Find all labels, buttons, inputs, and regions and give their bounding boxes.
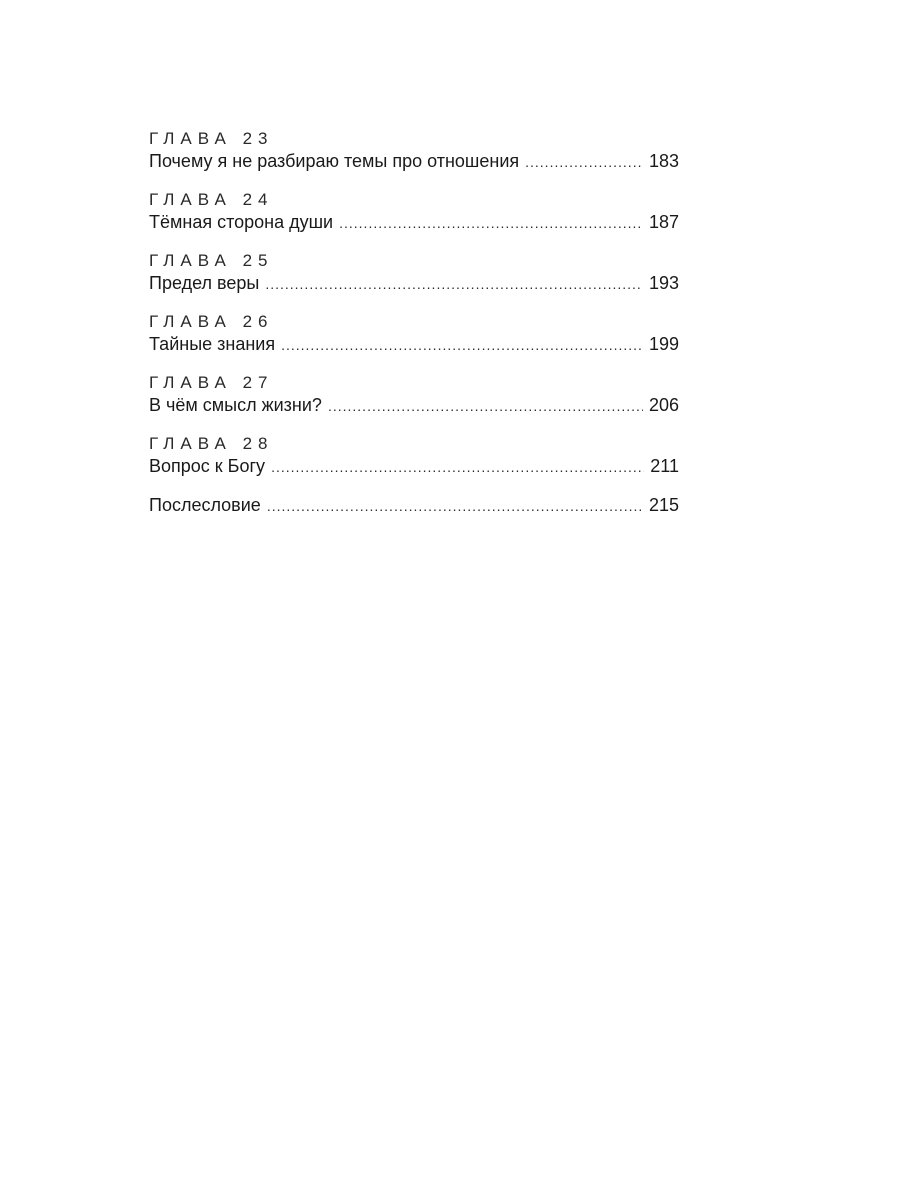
dot-leader — [281, 334, 643, 356]
toc-row — [149, 455, 679, 477]
dot-leader — [271, 456, 644, 478]
chapter-title: Тайные знания — [149, 334, 276, 354]
chapter-title: Тёмная сторона души — [149, 212, 334, 232]
dot-leader — [265, 273, 643, 295]
page-number: 199 — [648, 334, 679, 354]
chapter-label: ГЛАВА 28 — [149, 434, 274, 453]
chapter-label: ГЛАВА 27 — [149, 373, 274, 392]
dot-leader — [525, 151, 643, 173]
page-number: 183 — [648, 151, 679, 171]
toc-entry-chapter-28 — [149, 433, 679, 477]
chapter-label: ГЛАВА 24 — [149, 190, 274, 209]
toc-entry-afterword — [149, 494, 679, 516]
page-number: 187 — [648, 212, 679, 232]
toc-entry-chapter-23 — [149, 128, 679, 172]
chapter-label: ГЛАВА 23 — [149, 129, 274, 148]
dot-leader — [339, 212, 643, 234]
chapter-title: Почему я не разбираю темы про отношения — [149, 151, 520, 171]
toc-row — [149, 333, 679, 355]
chapter-label: ГЛАВА 25 — [149, 251, 274, 270]
toc-row — [149, 394, 679, 416]
page-number: 211 — [650, 456, 679, 476]
toc-entry-chapter-24 — [149, 189, 679, 233]
dot-leader — [328, 395, 643, 417]
toc-row — [149, 211, 679, 233]
toc-entry-chapter-27 — [149, 372, 679, 416]
page-number: 193 — [648, 273, 679, 293]
toc-row — [149, 150, 679, 172]
toc-entry-chapter-25 — [149, 250, 679, 294]
toc-entry-chapter-26 — [149, 311, 679, 355]
page-number: 206 — [648, 395, 679, 415]
toc-row — [149, 494, 679, 516]
chapter-label: ГЛАВА 26 — [149, 312, 274, 331]
chapter-title: В чём смысл жизни? — [149, 395, 322, 415]
table-of-contents — [149, 128, 679, 533]
page-number: 215 — [648, 495, 679, 515]
chapter-title: Предел веры — [149, 273, 260, 293]
toc-row — [149, 272, 679, 294]
chapter-title: Вопрос к Богу — [149, 456, 266, 476]
dot-leader — [267, 495, 643, 517]
afterword-title: Послесловие — [149, 495, 261, 515]
